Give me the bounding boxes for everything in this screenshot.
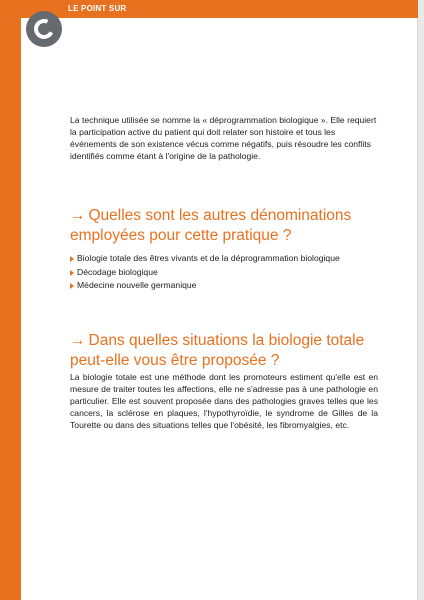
situations-paragraph: La biologie totale est une méthode dont les promoteurs estiment qu'elle est en mesure de traiter toutes les affections, elle ne s'adresse pas à une pathologie en particulier. Elle est souvent proposée dans des pathologies graves telles que les cancers, la sclérose en plaques, l'hypothyroïdie, le syndrome de Gilles de la Tourette ou dans des situations telles que l'obésité, les fibromyalgies, etc. — [70, 372, 378, 430]
list-item — [70, 266, 390, 280]
list-item-text: Décodage biologique — [77, 266, 158, 277]
arrow-icon: → — [70, 207, 86, 224]
section-heading-situations — [70, 331, 388, 371]
section-heading-denominations — [70, 206, 388, 246]
page-edge — [417, 0, 424, 600]
logo-ring-icon — [31, 16, 57, 42]
bullet-triangle-icon — [70, 256, 74, 262]
bullet-triangle-icon — [70, 283, 74, 289]
list-item-text: Biologie totale des êtres vivants et de la déprogrammation biologique — [77, 253, 340, 263]
heading-text: Dans quelles situations la biologie totale peut-elle vous être proposée ? — [70, 332, 365, 369]
bullet-triangle-icon — [70, 270, 74, 276]
section-label: LE POINT SUR — [68, 4, 127, 13]
arrow-icon: → — [70, 332, 86, 349]
section-logo-icon — [26, 11, 62, 47]
list-item — [70, 279, 390, 293]
left-margin-band — [0, 0, 21, 600]
list-item — [70, 252, 390, 266]
intro-paragraph: La technique utilisée se nomme la « déprogrammation biologique ». Elle requiert la participation active du patient qui doit relater son histoire et tous les événements de son existence vécus comme négatifs, puis résoudre les conflits identifiés comme étant à l'origine de la pathologie. — [70, 115, 377, 161]
list-item-text: Médecine nouvelle germanique — [77, 280, 197, 290]
heading-text: Quelles sont les autres dénominations employées pour cette pratique ? — [70, 207, 352, 244]
denominations-list — [70, 252, 390, 293]
header-band — [0, 0, 418, 18]
